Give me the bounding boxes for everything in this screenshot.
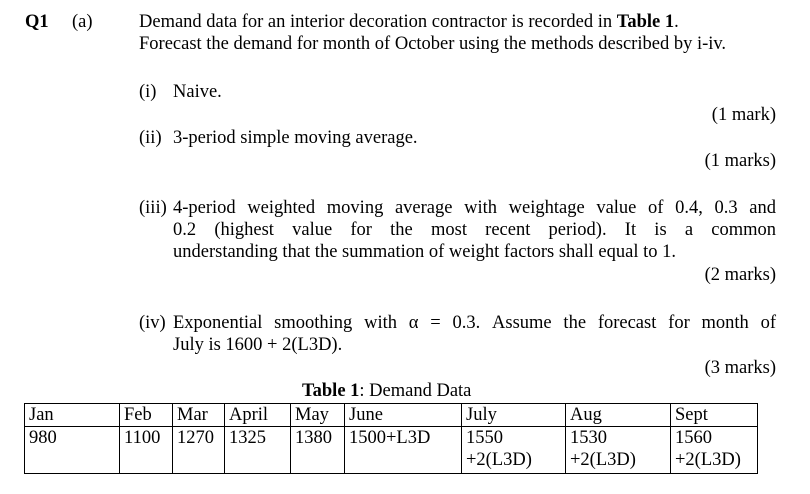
question-part: (a) [72, 12, 93, 32]
question-number: Q1 [25, 12, 49, 32]
value-cell [671, 427, 758, 474]
table-caption-title: : Demand Data [359, 381, 472, 401]
value-cell [225, 427, 291, 474]
value-line: 1100 [124, 428, 161, 448]
value-line: 1270 [177, 428, 214, 448]
item-iii-marks: (2 marks) [704, 265, 776, 285]
month-cell: Aug [566, 404, 671, 427]
value-cell [345, 427, 462, 474]
item-i-marks: (1 mark) [711, 105, 776, 125]
value-cell [566, 427, 671, 474]
month-cell: July [462, 404, 566, 427]
item-i-label: (i) [139, 82, 157, 102]
value-cell [120, 427, 173, 474]
month-cell: Mar [173, 404, 225, 427]
value-line: 1325 [229, 428, 266, 448]
value-cell [173, 427, 225, 474]
month-cell: Jan [25, 404, 120, 427]
table-values-row [25, 427, 758, 474]
item-i-text: Naive. [173, 82, 222, 102]
value-cell [291, 427, 345, 474]
item-iii-line2: 0.2 (highest value for the most recent period). It is a common [173, 220, 776, 240]
item-iv-line2: July is 1600 + 2(L3D). [173, 335, 343, 355]
item-iv-label: (iv) [139, 313, 166, 333]
question-intro-line2: Forecast the demand for month of October using the methods described by i-iv. [139, 34, 727, 54]
item-iii-label: (iii) [139, 198, 167, 218]
month-cell: June [345, 404, 462, 427]
value-line-2: +2(L3D) [675, 450, 741, 470]
intro-period: . [674, 12, 679, 32]
month-cell: April [225, 404, 291, 427]
table-header-row [25, 404, 758, 427]
month-cell: Sept [671, 404, 758, 427]
intro-text: Demand data for an interior decoration contractor is recorded in [139, 12, 617, 32]
value-cell [462, 427, 566, 474]
item-ii-text: 3-period simple moving average. [173, 128, 418, 148]
value-line: 1500+L3D [349, 428, 431, 448]
item-ii-marks: (1 marks) [704, 151, 776, 171]
item-iii-line1: 4-period weighted moving average with weightage value of 0.4, 0.3 and [173, 198, 776, 218]
value-line-2: +2(L3D) [466, 450, 532, 470]
demand-table [24, 403, 758, 474]
item-iii-line3: understanding that the summation of weight factors shall equal to 1. [173, 242, 676, 262]
month-cell: Feb [120, 404, 173, 427]
value-line: 1380 [295, 428, 332, 448]
value-line: 980 [29, 428, 57, 448]
value-line-2: +2(L3D) [570, 450, 636, 470]
intro-table-ref: Table 1 [616, 12, 675, 32]
value-line: 1530 [570, 428, 607, 448]
table-caption-label: Table 1 [302, 381, 360, 401]
item-ii-label: (ii) [139, 128, 162, 148]
value-line: 1550 [466, 428, 503, 448]
item-iv-line1: Exponential smoothing with α = 0.3. Assume the forecast for month of [173, 313, 776, 333]
value-cell [25, 427, 120, 474]
question-intro-line1 [139, 11, 679, 33]
value-line: 1560 [675, 428, 712, 448]
month-cell: May [291, 404, 345, 427]
table-caption [302, 380, 471, 402]
item-iv-marks: (3 marks) [704, 358, 776, 378]
